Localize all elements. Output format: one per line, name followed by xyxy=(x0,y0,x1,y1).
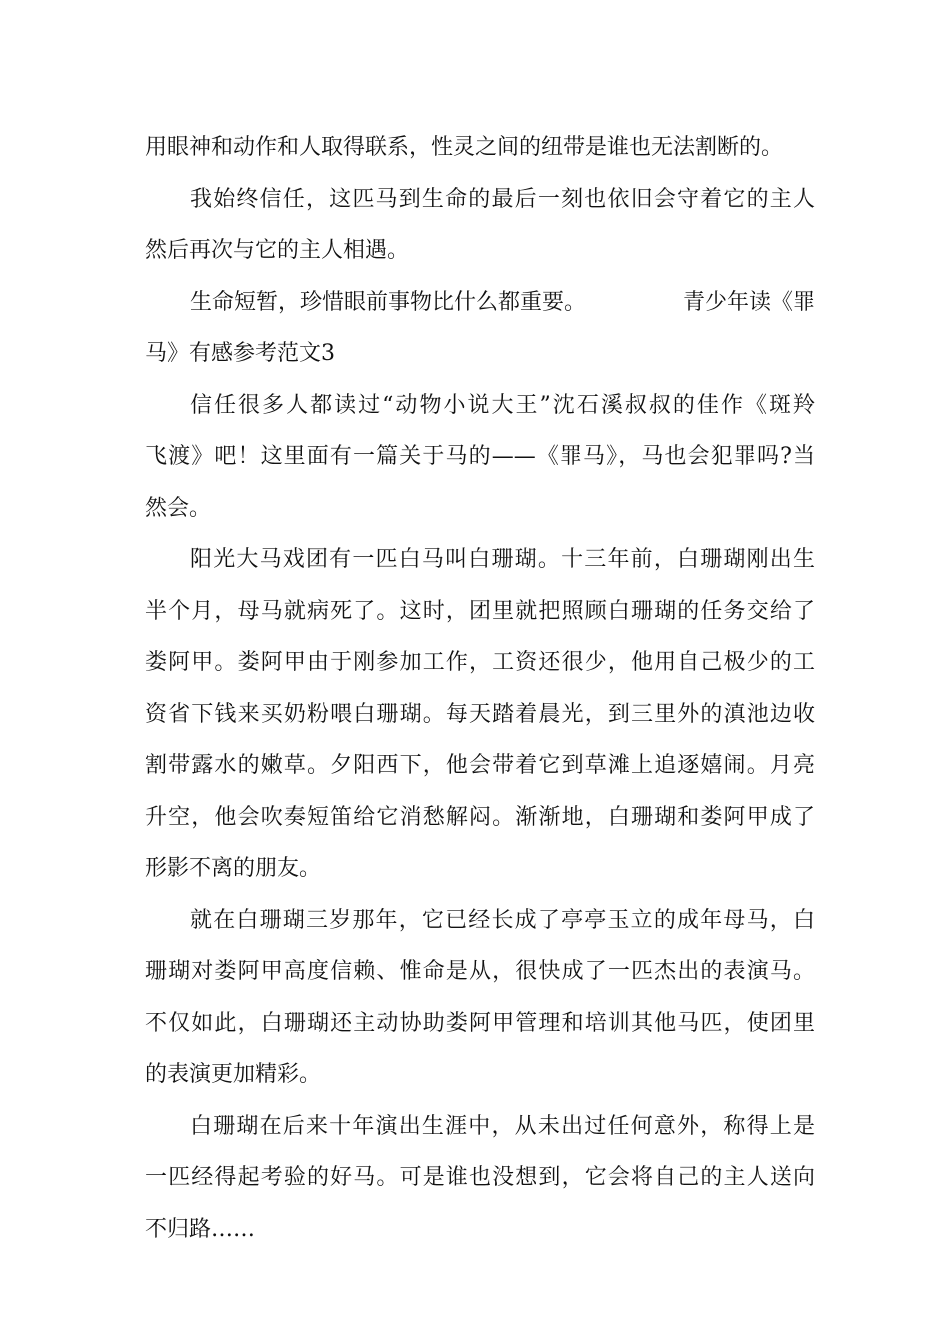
text-line-3: 然后再次与它的主人相遇。 xyxy=(145,238,410,263)
text-line-17: 珊瑚对娄阿甲高度信赖、惟命是从，很快成了一匹杰出的表演马。 xyxy=(145,959,815,984)
text-line-8: 然会。 xyxy=(145,496,212,521)
text-line-21: 一匹经得起考验的好马。可是谁也没想到，它会将自己的主人送向 xyxy=(145,1165,815,1190)
text-line-14: 升空，他会吹奏短笛给它消愁解闷。渐渐地，白珊瑚和娄阿甲成了 xyxy=(145,805,815,830)
section-heading-end: 马》有感参考范文3 xyxy=(145,341,335,366)
text-line-19: 的表演更加精彩。 xyxy=(145,1062,322,1087)
text-line-16: 就在白珊瑚三岁那年，它已经长成了亭亭玉立的成年母马，白 xyxy=(190,908,815,933)
text-line-6: 信任很多人都读过“动物小说大王”沈石溪叔叔的佳作《斑羚 xyxy=(190,393,815,418)
text-line-13: 割带露水的嫩草。夕阳西下，他会带着它到草滩上追逐嬉闹。月亮 xyxy=(145,753,815,778)
text-line-2: 我始终信任，这匹马到生命的最后一刻也依旧会守着它的主人 xyxy=(190,187,815,212)
text-line-4: 生命短暂，珍惜眼前事物比什么都重要。 xyxy=(190,290,587,315)
text-line-11: 娄阿甲。娄阿甲由于刚参加工作，工资还很少，他用自己极少的工 xyxy=(145,650,815,675)
text-line-12: 资省下钱来买奶粉喂白珊瑚。每天踏着晨光，到三里外的滇池边收 xyxy=(145,702,815,727)
text-line-1: 用眼神和动作和人取得联系，性灵之间的纽带是谁也无法割断的。 xyxy=(145,135,784,160)
text-line-20: 白珊瑚在后来十年演出生涯中，从未出过任何意外，称得上是 xyxy=(190,1114,815,1139)
text-line-15: 形影不离的朋友。 xyxy=(145,856,322,881)
section-heading-start: 青少年读《罪 xyxy=(682,290,815,315)
text-line-7: 飞渡》吧！这里面有一篇关于马的——《罪马》，马也会犯罪吗?当 xyxy=(145,444,815,469)
text-line-22: 不归路…… xyxy=(145,1217,256,1242)
text-line-10: 半个月，母马就病死了。这时，团里就把照顾白珊瑚的任务交给了 xyxy=(145,599,815,624)
text-line-9: 阳光大马戏团有一匹白马叫白珊瑚。十三年前，白珊瑚刚出生 xyxy=(190,547,815,572)
text-line-18: 不仅如此，白珊瑚还主动协助娄阿甲管理和培训其他马匹，使团里 xyxy=(145,1011,815,1036)
